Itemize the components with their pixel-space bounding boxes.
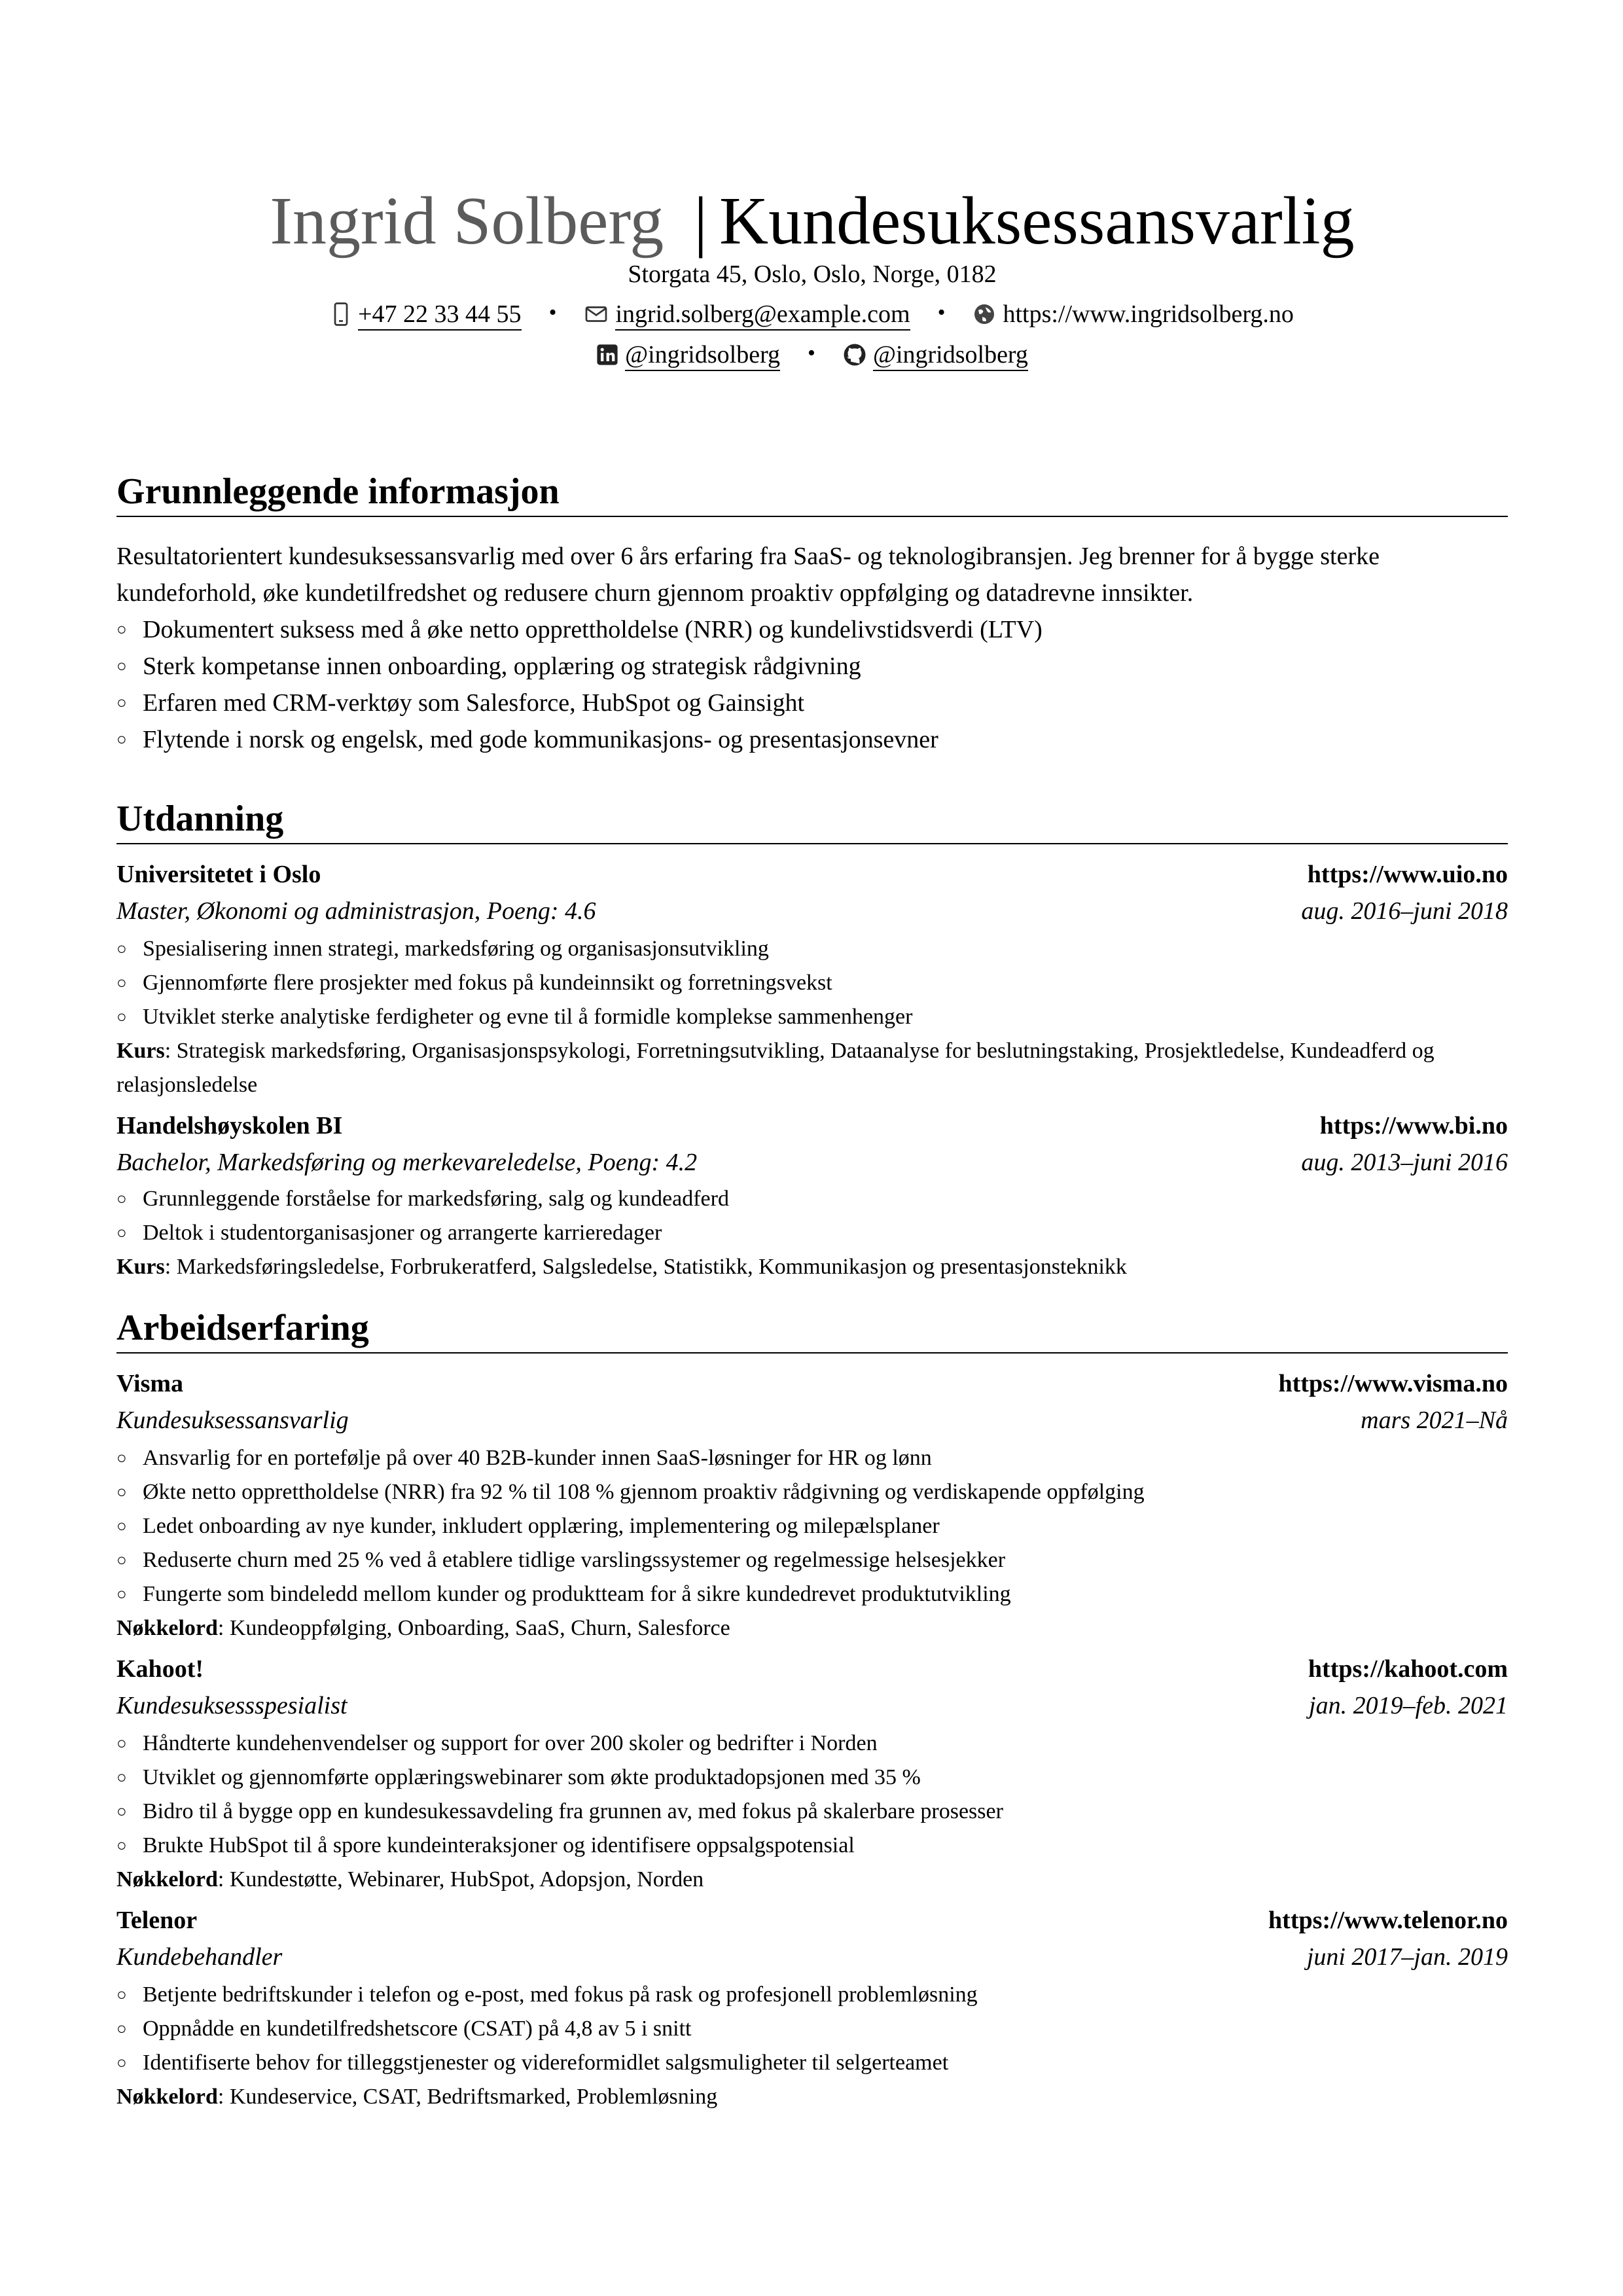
circle-bullet-icon: ○ (116, 1585, 127, 1604)
website-contact[interactable] (972, 297, 1293, 331)
job-role: Kundesuksessspesialist (116, 1692, 348, 1719)
company-name: Telenor (116, 1907, 198, 1934)
list-item: ○ Grunnleggende forståelse for markedsføring, salg og kundeadferd (116, 1182, 1508, 1216)
job-entry-subheader (116, 1687, 1508, 1724)
date-range: mars 2021–Nå (1361, 1407, 1508, 1434)
courses-label: Kurs (116, 1255, 165, 1279)
section-rule (116, 1352, 1508, 1354)
github-contact[interactable] (843, 338, 1028, 372)
email-link[interactable]: ingrid.solberg@example.com (615, 300, 910, 331)
circle-bullet-icon: ○ (116, 1007, 127, 1026)
institution-url[interactable]: https://www.uio.no (1307, 861, 1508, 888)
summary-text: Resultatorientert kundesuksessansvarlig med over 6 års erfaring fra SaaS- og teknologibransjen. Jeg brenner for å bygge sterke kundeforhold, øke kundetilfredshet og redusere churn gjennom proaktiv oppfølging og datadrevne innsikter. (116, 543, 1380, 607)
job-entry-header (116, 1365, 1508, 1402)
company-url[interactable]: https://www.visma.no (1278, 1370, 1508, 1397)
circle-bullet-icon: ○ (116, 1189, 127, 1208)
keywords-label: Nøkkelord (116, 2085, 218, 2109)
list-item: ○ Sterk kompetanse innen onboarding, opplæring og strategisk rådgivning (116, 648, 1508, 685)
circle-bullet-icon: ○ (116, 620, 127, 639)
circle-bullet-icon: ○ (116, 973, 127, 992)
contact-row (116, 296, 1508, 331)
github-link[interactable]: @ingridsolberg (873, 341, 1028, 371)
list-item: ○ Reduserte churn med 25 % ved å etablere tidlige varslingssystemer og regelmessige helsesjekker (116, 1543, 1508, 1577)
list-item: ○ Fungerte som bindeledd mellom kunder og produktteam for å sikre kundedrevet produktutvikling (116, 1577, 1508, 1611)
job-entry-subheader (116, 1402, 1508, 1439)
contact-separator: • (808, 341, 815, 365)
company-url[interactable]: https://www.telenor.no (1268, 1907, 1508, 1934)
list-item: ○ Betjente bedriftskunder i telefon og e-post, med fokus på rask og profesjonell problemløsning (116, 1978, 1508, 2012)
institution-url[interactable]: https://www.bi.no (1319, 1112, 1508, 1139)
email-contact[interactable] (584, 297, 910, 331)
keywords: Nøkkelord: Kundeoppfølging, Onboarding, SaaS, Churn, Salesforce (116, 1616, 730, 1640)
company-name: Visma (116, 1370, 184, 1397)
list-item: ○ Flytende i norsk og engelsk, med gode kommunikasjons- og presentasjonsevner (116, 721, 1508, 758)
circle-bullet-icon: ○ (116, 1734, 127, 1753)
circle-bullet-icon: ○ (116, 1482, 127, 1501)
institution-name: Universitetet i Oslo (116, 861, 321, 888)
globe-icon (972, 302, 996, 326)
social-row (116, 336, 1508, 372)
list-item: ○ Utviklet sterke analytiske ferdigheter og evne til å formidle komplekse sammenhenger (116, 1000, 1508, 1034)
list-item: ○ Økte netto opprettholdelse (NRR) fra 92 % til 108 % gjennom proaktiv rådgivning og verdiskapende oppfølging (116, 1475, 1508, 1509)
keywords-list: Kundestøtte, Webinarer, HubSpot, Adopsjon, Norden (229, 1867, 704, 1892)
job-entry-header (116, 1651, 1508, 1687)
circle-bullet-icon: ○ (116, 2053, 127, 2072)
keywords-list: Kundeservice, CSAT, Bedriftsmarked, Problemløsning (229, 2085, 718, 2109)
list-item: ○ Bidro til å bygge opp en kundesukessavdeling fra grunnen av, med fokus på skalerbare prosesser (116, 1795, 1508, 1829)
job-entry-header (116, 1902, 1508, 1939)
contact-separator: • (548, 300, 557, 325)
linkedin-icon (596, 343, 618, 367)
company-name: Kahoot! (116, 1655, 204, 1683)
education-entry-header (116, 856, 1508, 893)
keywords-list: Kundeoppfølging, Onboarding, SaaS, Churn, Salesforce (229, 1616, 730, 1640)
page-title (116, 182, 1508, 260)
circle-bullet-icon: ○ (116, 1985, 127, 2004)
education-points (116, 1182, 1508, 1250)
summary-list (116, 611, 1508, 758)
title-separator: | (694, 183, 708, 259)
degree: Master, Økonomi og administrasjon, Poeng: 4.6 (116, 897, 596, 925)
phone-contact[interactable] (330, 297, 521, 331)
list-item: ○ Gjennomførte flere prosjekter med fokus på kundeinnsikt og forretningsvekst (116, 966, 1508, 1000)
courses-label: Kurs (116, 1039, 165, 1063)
section-rule (116, 843, 1508, 844)
education-entry-subheader (116, 893, 1508, 929)
degree: Bachelor, Markedsføring og merkevareledelse, Poeng: 4.2 (116, 1149, 698, 1176)
job-title: Kundesuksessansvarlig (719, 183, 1355, 259)
list-item: ○ Brukte HubSpot til å spore kundeinteraksjoner og identifisere oppsalgspotensial (116, 1829, 1508, 1863)
list-item: ○ Dokumentert suksess med å øke netto opprettholdelse (NRR) og kundelivstidsverdi (LTV) (116, 611, 1508, 648)
job-points (116, 1978, 1508, 2080)
list-item: ○ Deltok i studentorganisasjoner og arrangerte karrieredager (116, 1216, 1508, 1250)
circle-bullet-icon: ○ (116, 1223, 127, 1242)
job-points (116, 1441, 1508, 1611)
keywords: Nøkkelord: Kundeservice, CSAT, Bedriftsmarked, Problemløsning (116, 2085, 718, 2109)
circle-bullet-icon: ○ (116, 1802, 127, 1821)
job-role: Kundesuksessansvarlig (116, 1407, 349, 1434)
list-item: ○ Erfaren med CRM-verktøy som Salesforce, HubSpot og Gainsight (116, 685, 1508, 721)
circle-bullet-icon: ○ (116, 1836, 127, 1855)
list-item: ○ Spesialisering innen strategi, markedsføring og organisasjonsutvikling (116, 932, 1508, 966)
list-item: ○ Utviklet og gjennomførte opplæringswebinarer som økte produktadopsjonen med 35 % (116, 1761, 1508, 1795)
date-range: aug. 2013–juni 2016 (1301, 1149, 1508, 1176)
phone-icon (330, 302, 351, 326)
circle-bullet-icon: ○ (116, 693, 127, 712)
section-heading: Arbeidserfaring (116, 1308, 369, 1348)
circle-bullet-icon: ○ (116, 656, 127, 675)
circle-bullet-icon: ○ (116, 730, 127, 749)
list-item: ○ Oppnådde en kundetilfredshetscore (CSAT) på 4,8 av 5 i snitt (116, 2012, 1508, 2046)
institution-name: Handelshøyskolen BI (116, 1112, 343, 1139)
contact-separator: • (937, 300, 946, 325)
experience-section (116, 1306, 1508, 1354)
job-points (116, 1727, 1508, 1863)
linkedin-contact[interactable] (596, 338, 780, 372)
section-rule (116, 516, 1508, 517)
list-item: ○ Ledet onboarding av nye kunder, inkludert opplæring, implementering og milepælsplaner (116, 1509, 1508, 1543)
education-points (116, 932, 1508, 1034)
email-icon (584, 302, 609, 326)
circle-bullet-icon: ○ (116, 1516, 127, 1535)
list-item: ○ Identifiserte behov for tilleggstjenester og videreformidlet salgsmuligheter til selgerteamet (116, 2046, 1508, 2080)
education-entry-subheader (116, 1144, 1508, 1181)
section-heading: Utdanning (116, 798, 284, 839)
keywords-label: Nøkkelord (116, 1616, 218, 1640)
circle-bullet-icon: ○ (116, 939, 127, 958)
summary-section (116, 470, 1508, 517)
section-heading: Grunnleggende informasjon (116, 471, 560, 512)
person-name: Ingrid Solberg (270, 183, 664, 259)
circle-bullet-icon: ○ (116, 1551, 127, 1570)
website-link[interactable]: https://www.ingridsolberg.no (1003, 300, 1294, 328)
list-item: ○ Ansvarlig for en portefølje på over 40 B2B-kunder innen SaaS-løsninger for HR og lønn (116, 1441, 1508, 1475)
date-range: aug. 2016–juni 2018 (1301, 897, 1508, 925)
company-url[interactable]: https://kahoot.com (1308, 1655, 1508, 1683)
job-entry-subheader (116, 1939, 1508, 1975)
courses: Kurs: Strategisk markedsføring, Organisasjonspsykologi, Forretningsutvikling, Dataanalyse for beslutningstaking, Prosjektledelse, Kundeadferd og relasjonsledelse (116, 1039, 1435, 1097)
education-entry-header (116, 1107, 1508, 1144)
date-range: jan. 2019–feb. 2021 (1309, 1692, 1508, 1719)
phone-link[interactable]: +47 22 33 44 55 (358, 300, 521, 331)
job-role: Kundebehandler (116, 1943, 283, 1971)
address: Storgata 45, Oslo, Oslo, Norge, 0182 (628, 260, 997, 288)
circle-bullet-icon: ○ (116, 1768, 127, 1787)
circle-bullet-icon: ○ (116, 2019, 127, 2038)
keywords: Nøkkelord: Kundestøtte, Webinarer, HubSpot, Adopsjon, Norden (116, 1867, 704, 1892)
keywords-label: Nøkkelord (116, 1867, 218, 1892)
github-icon (843, 343, 866, 367)
linkedin-link[interactable]: @ingridsolberg (625, 341, 780, 371)
date-range: juni 2017–jan. 2019 (1306, 1943, 1508, 1971)
list-item: ○ Håndterte kundehenvendelser og support for over 200 skoler og bedrifter i Norden (116, 1727, 1508, 1761)
education-section (116, 797, 1508, 844)
courses-list: Strategisk markedsføring, Organisasjonspsykologi, Forretningsutvikling, Dataanalyse for beslutningstaking, Prosjektledelse, Kundeadferd og relasjonsledelse (116, 1039, 1435, 1097)
courses: Kurs: Markedsføringsledelse, Forbrukeratferd, Salgsledelse, Statistikk, Kommunikasjon og presentasjonsteknikk (116, 1255, 1127, 1279)
circle-bullet-icon: ○ (116, 1448, 127, 1467)
courses-list: Markedsføringsledelse, Forbrukeratferd, Salgsledelse, Statistikk, Kommunikasjon og presentasjonsteknikk (176, 1255, 1127, 1279)
